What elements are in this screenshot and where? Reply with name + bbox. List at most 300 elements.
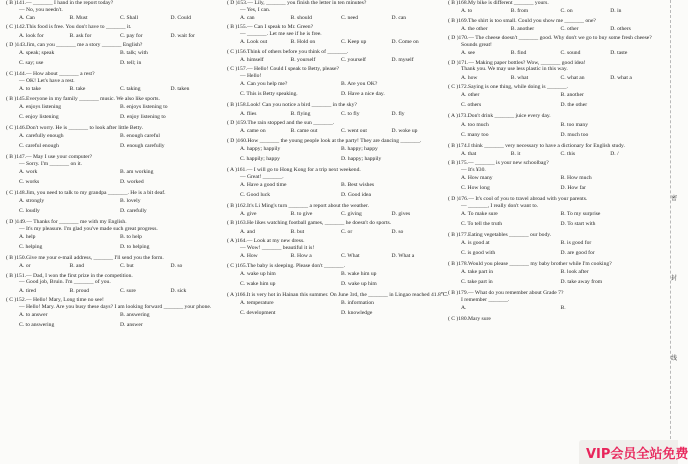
option-choice: B. too many <box>560 121 589 128</box>
option-choice: D. myself <box>391 57 414 64</box>
option-choice: B. lovely <box>120 198 141 205</box>
option-choice: A. give <box>240 211 257 218</box>
option-choice: B. take <box>69 86 86 93</box>
question-block <box>227 102 442 117</box>
question-block <box>227 220 442 235</box>
option-choice: B. flying <box>290 110 311 117</box>
question-line: — Hello! <box>240 73 262 80</box>
option-choice: C. say; use <box>19 60 44 67</box>
options-row <box>6 60 221 68</box>
option-choice: A. tired <box>19 287 37 294</box>
option-choice: A. work <box>19 168 38 175</box>
options-row <box>227 39 442 46</box>
option-choice: A. himself <box>240 57 264 64</box>
option-choice: A. How many <box>461 175 493 182</box>
option-choice: C. take part in <box>461 279 493 286</box>
question-stem: ( D )171.— Making paper bottles? Wow, _______ good idea! <box>448 59 586 66</box>
column-3 <box>448 0 660 464</box>
options-row <box>6 322 221 330</box>
question-block <box>448 18 660 33</box>
options-row <box>227 211 442 218</box>
option-choice: B. enjoys listening to <box>120 103 168 110</box>
question-stem: ( B )178.Would you please _______ my baby brother while I'm cooking? <box>448 261 612 268</box>
option-choice: C. What <box>341 253 360 260</box>
option-choice: D. are good for <box>560 250 595 257</box>
options-row <box>448 175 660 183</box>
question-line: — OK! Let's have a rest. <box>19 77 75 84</box>
question-line: — No, you needn't. <box>19 6 63 13</box>
question-line: — Great! _______. <box>240 173 284 180</box>
option-choice: D. much too <box>560 131 589 138</box>
option-choice: B. Best wishes <box>341 181 375 188</box>
options-row <box>448 151 660 158</box>
options-row <box>448 211 660 219</box>
option-choice: C. helping <box>19 243 43 250</box>
option-choice: A. to take <box>19 86 41 93</box>
question-stem: ( A )161.— I will go to Hong Kong for a trip next weekend. <box>227 166 361 173</box>
question-block <box>448 196 660 229</box>
options-row <box>227 300 442 308</box>
question-block <box>227 66 442 99</box>
option-choice: B. yourself <box>290 57 316 64</box>
option-choice: A. and <box>240 228 255 235</box>
question-block <box>227 238 442 260</box>
option-choice: B. but <box>290 228 305 235</box>
question-line: — Yes, I can. <box>240 6 271 13</box>
question-block <box>448 60 660 82</box>
option-choice: A. Can <box>19 15 35 21</box>
question-stem: ( B )169.The shirt is too small. Could you show me _______ one? <box>448 17 596 24</box>
option-choice: B. answering <box>120 311 150 318</box>
question-stem: ( C )142.This food is free. You don't have to _______ it. <box>6 24 132 31</box>
question-block <box>227 291 449 318</box>
option-choice: C. sure <box>120 287 136 294</box>
question-line: — It's my pleasure. I'm glad you've made such great progress. <box>19 225 158 232</box>
options-row <box>6 15 221 22</box>
question-block <box>227 0 442 22</box>
question-stem: ( B )141.— _______ I hand in the report today? <box>6 0 114 6</box>
question-stem: ( C )156.Think of others before you think of _______. <box>227 48 349 55</box>
option-choice: D. take away from <box>560 279 603 286</box>
question-stem: ( B )174.I think _______ very necessary to have a dictionary for English study. <box>448 142 625 149</box>
option-choice: B. How much <box>560 175 592 182</box>
vip-badge[interactable] <box>579 440 688 464</box>
option-choice: B. happy; happy <box>341 146 378 153</box>
option-choice: A. other <box>461 92 480 99</box>
option-choice: C. pay for <box>120 32 143 39</box>
option-choice: A. Can you help me? <box>240 81 288 88</box>
option-choice: C. careful enough <box>19 143 59 149</box>
question-block <box>227 120 442 135</box>
option-choice: C. need <box>341 15 359 21</box>
option-choice: D. to helping <box>120 243 150 250</box>
option-choice: B. another <box>560 92 584 99</box>
question-block <box>448 261 660 287</box>
option-choice: C. or <box>341 228 353 235</box>
option-choice: D. the other <box>560 102 588 109</box>
option-choice: A. carefully enough <box>19 133 64 140</box>
option-choice: D. enough carefully <box>120 143 165 149</box>
option-choice: C. this <box>560 150 576 157</box>
option-choice: C. many too <box>461 131 489 138</box>
question-block <box>6 154 221 187</box>
column-1 <box>6 0 221 464</box>
question-stem: ( C )144.— How about _______ a rest? <box>6 71 95 78</box>
question-block <box>6 273 221 295</box>
question-block <box>6 125 221 151</box>
option-choice: B. came out <box>290 128 318 135</box>
seal-mark-3: 线 <box>671 356 678 362</box>
option-choice: D. To start with <box>560 220 596 227</box>
option-choice: B. Must <box>69 15 88 21</box>
option-choice: D. worked <box>120 178 144 185</box>
question-stem: ( B )150.Give me your e-mail address, _______ I'll send you the form. <box>6 254 164 261</box>
option-choice: A. to <box>461 8 473 15</box>
question-block <box>448 160 660 193</box>
question-block <box>227 203 442 218</box>
option-choice: A. that <box>461 150 477 157</box>
option-choice: B. Are you OK? <box>341 81 378 88</box>
question-stem: ( C )148.Jim, you need to talk to my grandpa _______. He is a bit deaf. <box>6 189 166 196</box>
option-choice: C. others <box>461 102 482 109</box>
question-stem: ( B )155.— Can I speak to Mr. Green? <box>227 24 314 31</box>
options-row <box>448 50 660 57</box>
option-choice: B. to give <box>290 211 313 218</box>
question-block <box>448 290 660 313</box>
options-row <box>6 33 221 40</box>
option-choice: D. Have a nice day. <box>341 91 385 98</box>
question-line: I remember _______. <box>461 296 510 303</box>
question-stem: ( B )179.— What do you remember about Grade 7? <box>448 290 564 297</box>
options-row <box>227 182 442 190</box>
question-stem: ( A )173.Don't drink _______ juice every day. <box>448 113 551 120</box>
options-row <box>6 86 221 93</box>
option-choice: D. gives <box>391 211 411 218</box>
option-choice: C. loudly <box>19 208 40 215</box>
option-choice: A. Have a good time <box>240 181 287 188</box>
question-line: Thank you. We may use less plastic in this way. <box>461 66 568 73</box>
option-choice: D. wake up him <box>341 280 377 287</box>
option-choice: A. see <box>461 50 475 57</box>
question-stem: ( C )146.Don't worry. He is _______ to look after little Betty. <box>6 124 143 131</box>
question-block <box>6 0 221 22</box>
question-block <box>227 24 442 46</box>
option-choice: A. help <box>19 234 36 241</box>
option-choice: D. others <box>610 25 631 32</box>
options-row <box>6 143 221 151</box>
option-choice: C. enjoy listening <box>19 113 59 120</box>
options-row <box>448 75 660 82</box>
option-choice: D. knowledge <box>341 309 373 316</box>
options-row <box>6 208 221 216</box>
options-row <box>6 244 221 252</box>
question-stem: ( B )147.— May I use your computer? <box>6 153 93 160</box>
question-block <box>448 143 660 158</box>
options-row <box>448 102 660 110</box>
option-choice: D. taste <box>610 50 628 57</box>
option-choice: D. Good idea <box>341 191 371 198</box>
option-choice: B. find <box>510 50 527 57</box>
option-choice: C. development <box>240 309 276 316</box>
question-stem: ( B )145.Everyone in my family _______ music. We also like sports. <box>6 95 160 102</box>
question-block <box>448 84 660 110</box>
question-block <box>6 190 221 216</box>
option-choice: B. to help <box>120 234 142 241</box>
options-row <box>448 240 660 248</box>
question-stem: ( D )153.— Lily, _______ you finish the letter in ten minutes? <box>227 0 367 6</box>
option-choice: C. to answering <box>19 321 55 328</box>
options-row <box>6 179 221 187</box>
option-choice: C. is good with <box>461 250 496 257</box>
question-block <box>448 316 660 323</box>
option-choice: C. Good luck <box>240 191 270 198</box>
column-2 <box>227 0 449 464</box>
option-choice: D. can <box>391 15 407 21</box>
question-stem: ( C )180.Mary sure <box>448 316 491 323</box>
seal-mark-2: 封 <box>671 276 678 282</box>
options-row <box>448 250 660 258</box>
option-choice: B. look after <box>560 269 589 276</box>
question-stem: ( C )157.— Hello! Could I speak to Betty, please? <box>227 66 339 73</box>
option-choice: A. wake up him <box>240 270 276 277</box>
options-row <box>6 263 221 270</box>
question-block <box>227 138 442 164</box>
option-choice: C. yourself <box>341 57 366 64</box>
question-line: — It's ¥30. <box>461 166 486 173</box>
options-row <box>227 281 442 289</box>
option-choice: C. happily; happy <box>240 155 280 162</box>
options-row <box>448 279 660 287</box>
option-choice: A. Look out <box>240 39 268 46</box>
option-choice: C. wake him up <box>240 280 276 287</box>
option-choice: B. talk; with <box>120 50 148 57</box>
question-stem: ( B )158.Look! Can you notice a bird _______ in the sky? <box>227 102 357 109</box>
options-row <box>448 132 660 140</box>
option-choice: A. speak; speak <box>19 50 55 57</box>
options-row <box>227 192 442 200</box>
option-choice: B. wake him up <box>341 270 377 277</box>
option-choice: D. taken <box>170 86 190 93</box>
options-row <box>227 271 442 279</box>
options-row <box>227 91 442 99</box>
option-choice: A. To make sure <box>461 211 498 218</box>
options-row <box>227 229 442 236</box>
option-choice: A. take part in <box>461 269 493 276</box>
options-row <box>6 288 221 295</box>
vip-badge-text: VIP会员全站免费 <box>586 446 688 462</box>
option-choice: D. so <box>170 263 183 270</box>
question-line: — Wow! _______ beautiful it is! <box>240 244 315 251</box>
options-row <box>448 92 660 100</box>
options-row <box>448 122 660 130</box>
option-choice: A. the other <box>461 25 488 32</box>
option-choice: D. tell; in <box>120 60 142 67</box>
question-block <box>227 167 442 200</box>
option-choice: B. enough careful <box>120 133 160 140</box>
option-choice: D. Come on <box>391 39 419 46</box>
option-choice: D. What a <box>391 253 415 260</box>
options-row <box>6 50 221 58</box>
option-choice: D. in <box>610 8 622 15</box>
option-choice: D. what a <box>610 74 632 81</box>
option-choice: D. so <box>391 228 404 235</box>
option-choice: D. carefully <box>120 208 147 215</box>
question-block <box>6 255 221 270</box>
question-block <box>6 42 221 68</box>
question-stem: ( D )143.Jim, can you _______ me a story _______ English? <box>6 42 143 49</box>
option-choice: B. <box>560 305 566 312</box>
question-stem: ( A )166.It is very hot in Hainan this summer. On June 3rd, the _______ in Lingao reached 41.8℃. <box>227 291 449 298</box>
options-row <box>6 198 221 206</box>
question-block <box>227 49 442 64</box>
option-choice: C. to fly <box>341 110 360 117</box>
option-choice: B. am working <box>120 168 154 175</box>
question-block <box>6 96 221 122</box>
options-row <box>227 128 442 135</box>
question-stem: ( B )151.— Dad, I won the first prize in the competition. <box>6 272 133 279</box>
option-choice: D. answer <box>120 321 143 328</box>
options-row <box>227 81 442 89</box>
option-choice: A. flies <box>240 110 257 117</box>
option-choice: A. how <box>461 74 478 81</box>
option-choice: C. works <box>19 178 40 185</box>
option-choice: C. Shall <box>120 15 139 21</box>
option-choice: B. from <box>510 8 529 15</box>
option-choice: B. should <box>290 15 312 21</box>
option-choice: B. proud <box>69 287 90 294</box>
question-block <box>227 263 442 289</box>
option-choice: C. giving <box>341 211 362 218</box>
options-row <box>6 104 221 112</box>
options-row <box>227 310 442 318</box>
option-choice: A. is good at <box>461 240 490 247</box>
option-choice: A. <box>461 305 467 312</box>
option-choice: A. too much <box>461 121 489 128</box>
options-row <box>227 57 442 64</box>
question-stem: ( D )176.— It's cool of you to travel abroad with your parents. <box>448 196 588 203</box>
option-choice: C. How long <box>461 185 490 192</box>
option-choice: B. ask for <box>69 32 92 39</box>
question-line: — Sorry. I'm _______ on it. <box>19 160 82 167</box>
question-block <box>448 113 660 139</box>
question-block <box>448 35 660 57</box>
question-stem: ( D )170.— The cheese doesn't _______ good. Why don't we go to buy some fresh cheese? <box>448 35 652 42</box>
option-choice: C. To tell the truth <box>461 220 502 227</box>
option-choice: A. enjoys listening <box>19 103 62 110</box>
question-line: — Good job, Bruin. I'm _______ of you. <box>19 279 111 286</box>
option-choice: B. what <box>510 74 529 81</box>
question-line: Sounds great! <box>461 42 492 49</box>
option-choice: D. / <box>610 150 619 157</box>
question-stem: ( B )177.Eating vegetables _______ our body. <box>448 231 552 238</box>
question-line: — _______. Let me see if he is free. <box>240 31 322 38</box>
option-choice: B. information <box>341 300 374 306</box>
option-choice: C. This is Betty speaking. <box>240 91 298 98</box>
option-choice: B. Hold on <box>290 39 316 46</box>
option-choice: C. taking <box>120 86 141 93</box>
options-row <box>227 146 442 154</box>
option-choice: C. went out <box>341 128 367 135</box>
question-stem: ( B )162.It's Li Ming's turn _______ a report about the weather. <box>227 202 369 209</box>
option-choice: A. look for <box>19 32 44 39</box>
option-choice: B. is good for <box>560 240 592 247</box>
option-choice: D. sick <box>170 287 187 294</box>
option-choice: A. came on <box>240 128 266 135</box>
options-row <box>448 269 660 277</box>
option-choice: A. to answer <box>19 311 48 318</box>
question-stem: ( D )159.The rain stopped and the sun _______. <box>227 120 335 127</box>
question-stem: ( B )163.He likes watching football games, _______ he doesn't do sports. <box>227 220 392 227</box>
option-choice: D. happy; happily <box>341 155 382 162</box>
options-row <box>6 133 221 141</box>
question-block <box>448 0 660 15</box>
option-choice: C. sound <box>560 50 581 57</box>
question-stem: ( C )165.The baby is sleeping. Please don't _______. <box>227 262 345 269</box>
options-row <box>227 111 442 118</box>
option-choice: A. temperature <box>240 300 274 306</box>
options-row <box>448 221 660 229</box>
option-choice: A. How <box>240 253 258 260</box>
options-row <box>6 234 221 242</box>
question-stem: ( A )164.— Look at my new dress. <box>227 238 305 245</box>
question-line: — _______, I really don't want to. <box>461 202 539 209</box>
option-choice: B. and <box>69 263 85 270</box>
options-row <box>6 114 221 122</box>
seal-line <box>670 0 672 464</box>
option-choice: C. other <box>560 25 579 32</box>
question-stem: ( C )152.— Hello! Mary, Long time no see! <box>6 296 104 303</box>
question-stem: ( C )172.Saying is one thing, while doing is _______. <box>448 84 568 91</box>
option-choice: B. To my surprise <box>560 211 601 218</box>
option-choice: D. Could <box>170 15 192 21</box>
option-choice: D. wait for <box>170 32 195 39</box>
seal-mark-1: 密 <box>671 196 678 202</box>
question-block <box>6 24 221 39</box>
options-row <box>6 312 221 320</box>
option-choice: C. on <box>560 8 573 15</box>
question-block <box>6 219 221 252</box>
options-row <box>227 15 442 22</box>
option-choice: D. fly <box>391 110 405 117</box>
option-choice: C. Keep up <box>341 39 367 46</box>
option-choice: B. another <box>510 25 535 32</box>
option-choice: A. can <box>240 15 255 21</box>
option-choice: C. what an <box>560 74 585 81</box>
options-row <box>227 156 442 164</box>
question-line: — Hello! Mary. Are you busy these days? I am looking forward _______ your phone. <box>19 303 212 310</box>
question-stem: ( B )175.— _______ is your new schoolbag? <box>448 160 549 167</box>
option-choice: D. How far <box>560 185 586 192</box>
question-block <box>6 71 221 93</box>
question-stem: ( D )160.How _______ the young people look at the party! They are dancing _______. <box>227 137 422 144</box>
option-choice: A. happy; happily <box>240 146 281 153</box>
question-block <box>6 297 221 330</box>
options-row <box>448 185 660 193</box>
option-choice: A. strongly <box>19 198 45 205</box>
options-row <box>448 305 660 313</box>
option-choice: A. or <box>19 263 31 270</box>
option-choice: D. woke up <box>391 128 418 135</box>
option-choice: B. How a <box>290 253 312 260</box>
options-row <box>448 26 660 33</box>
options-row <box>227 253 442 260</box>
option-choice: D. enjoy listening to <box>120 113 166 120</box>
options-row <box>448 8 660 15</box>
question-stem: ( D )149.— Thanks for _______ me with my English. <box>6 219 127 226</box>
question-stem: ( B )168.My bike is different _______ yours. <box>448 0 549 6</box>
options-row <box>6 169 221 177</box>
option-choice: B. it <box>510 150 521 157</box>
